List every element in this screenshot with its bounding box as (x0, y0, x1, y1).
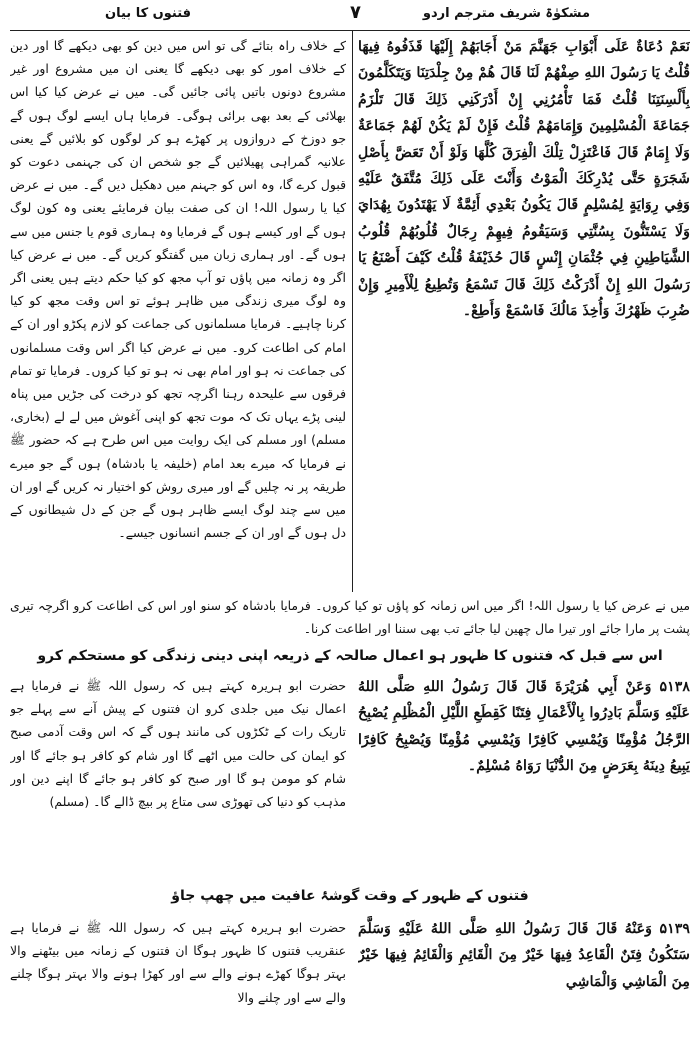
column-divider (352, 30, 353, 592)
section2-urdu-translation (10, 674, 346, 874)
section1-urdu-text: کے خلاف راہ بتائے گی تو اس میں دین کو بھی دیکھے گا اور دین کے خلاف امور کو بھی دیکھے گا یعنی ان میں مشروع اور غیر مشروع دونوں باتیں پائی جائیں گی۔ میں نے عرض کیا کیا اس بھلائی کے بعد بھی برائی ہوگی۔ فرمایا ہاں ایسے لوگ ہوں گے جو دوزخ کے دروازوں پر کھڑے ہو کر لوگوں کو بلائیں گے یعنی علانیہ گمراہی پھیلائیں گے جو شخص ان کی جہنمی دعوت کو قبول کرے گا، وہ اس کو جہنم میں دھکیل دیں گے۔ میں نے عرض کیا یا رسول اللہ! ان کی صفت بیان فرمایئے یعنی وہ کون لوگ ہوں گے اور کیسے ہوں گے فرمایا وہ ہماری قوم یا جنس میں سے ہوں گے۔ اور ہماری زبان میں گفتگو کریں گے۔ میں نے عرض کیا اگر وہ زمانہ میں پاؤں تو آپ مجھ کو کیا حکم دیتے ہیں یعنی اگر وہ لوگ میری زندگی میں ظاہر ہوئے تو اس وقت مجھ کو کیا کرنا چاہیے۔ فرمایا مسلمانوں کی جماعت کو لازم پکڑو اور ان کے امام کی اطاعت کرو۔ میں نے عرض کیا اگر اس وقت مسلمانوں کی جماعت نہ ہو اور امام بھی نہ ہو تو کیا کروں۔ فرمایا تو تمام فرقوں سے علیحدہ رہنا اگرچہ تجھ کو درخت کی جڑیں میں پناہ لینی پڑے یہاں تک کہ موت تجھ کو اپنی آغوش میں لے لے (بخاری، مسلم) اور مسلم کی ایک روایت میں اس طرح ہے کہ حضور ﷺ نے فرمایا کہ میرے بعد امام (خلیفہ یا بادشاہ) ہوں گے جو میرے طریقہ پر نہ چلیں گے اور میری روش کو اختیار نہ کریں گے اور ان میں سے چند لوگ ایسے ظاہر ہوں گے جن کے دل شیطانوں کے دل ہوں گے اور ان کے جسم انسانوں جیسے۔ (10, 38, 346, 541)
page-header (10, 4, 690, 28)
section1-full-text: میں نے عرض کیا یا رسول اللہ! اگر میں اس زمانہ کو پاؤں تو کیا کروں۔ فرمایا بادشاہ کو سنو اور اس کی اطاعت کرو اگرچہ تیری پشت پر مارا جائے اور تیرا مال چھین لیا جائے تب بھی سننا اور اطاعت کرنا۔ (10, 598, 690, 636)
section1-arabic-hadith (358, 34, 690, 590)
heading-seclusion: فتنوں کے ظہور کے وقت گوشۂ عافیت میں چھپ جاؤ (171, 888, 529, 904)
hadith-number: ۵۱۳۹ (659, 921, 690, 937)
chapter-title: فتنوں کا بیان (105, 6, 192, 21)
header-rule (10, 30, 690, 31)
section3-urdu-text: حضرت ابو ہریرہ کہتے ہیں کہ رسول اللہ ﷺ نے فرمایا ہے عنقریب فتنوں کا ظہور ہوگا ان فتنوں کے زمانہ میں بیٹھنے والا بہتر ہوگا کھڑے ہونے والے سے اور کھڑا ہونے والا بہتر ہوگا چلنے والے سے اور چلنے والا (10, 920, 346, 1005)
section1-arabic-text: نَعَمْ دُعَاةٌ عَلَى أَبْوَابِ جَهَنَّمَ مَنْ أَجَابَهُمْ إِلَيْهَا قَذَفُوهُ فِيهَا قُلْتُ يَا رَسُولَ اللهِ صِفْهُمْ لَنَا قَالَ هُمْ مِنْ جِلْدَتِنَا وَيَتَكَلَّمُونَ بِأَلْسِنَتِنَا قُلْتُ فَمَا تَأْمُرُنِي إِنْ أَدْرَكَنِي ذَلِكَ قَالَ تَلْزَمُ جَمَاعَةَ الْمُسْلِمِينَ وَإِمَامَهُمْ قُلْتُ فَإِنْ لَمْ يَكُنْ لَهُمْ جَمَاعَةٌ وَلَا إِمَامٌ قَالَ فَاعْتَزِلْ تِلْكَ الْفِرَقَ كُلَّهَا وَلَوْ أَنْ تَعَضَّ بِأَصْلِ شَجَرَةٍ حَتَّى يُدْرِكَكَ الْمَوْتُ وَأَنْتَ عَلَى ذَلِكَ مُتَّفَقٌ عَلَيْهِ وَفِي رِوَايَةٍ لِمُسْلِمٍ قَالَ يَكُونُ بَعْدِي أَئِمَّةٌ لَا يَهْتَدُونَ بِهُدَايَ وَلَا يَسْتَنُّونَ بِسُنَّتِي وَسَيَقُومُ فِيهِمْ رِجَالٌ قُلُوبُهُمْ قُلُوبُ الشَّيَاطِينِ فِي جُثْمَانِ إِنْسٍ قَالَ حُذَيْفَةُ قُلْتُ كَيْفَ أَصْنَعُ يَا رَسُولَ اللهِ إِنْ أَدْرَكْتُ ذَلِكَ قَالَ تَسْمَعُ وَتُطِيعُ لِلْأَمِيرِ وَإِنْ ضُرِبَ ظَهْرُكَ وَأُخِذَ مَالُكَ فَاسْمَعْ وَأَطِعْ۔ (358, 39, 690, 320)
section3-urdu-translation (10, 916, 346, 1034)
section1-full-width-translation (10, 594, 690, 642)
section1-urdu-translation (10, 34, 346, 590)
section3-arabic-hadith (358, 916, 690, 1034)
hadith-number: ۵۱۳۸ (659, 679, 690, 695)
section2-arabic-text: وَعَنْ أَبِي هُرَيْرَةَ قَالَ قَالَ رَسُولُ اللهِ صَلَّى اللهُ عَلَيْهِ وَسَلَّمَ بَادِرُوا بِالْأَعْمَالِ فِتَنًا كَقِطَعِ اللَّيْلِ الْمُظْلِمِ يُصْبِحُ الرَّجُلُ مُؤْمِنًا وَيُمْسِي كَافِرًا وَيُمْسِي مُؤْمِنًا وَيُصْبِحُ كَافِرًا يَبِيعُ دِينَهُ بِعَرَضٍ مِنَ الدُّنْيَا رَوَاهُ مُسْلِمٌ۔ (358, 679, 690, 775)
book-title: مشکوٰۃ شریف مترجم اردو (422, 6, 590, 21)
heading-good-deeds: اس سے قبل کہ فتنوں کا ظہور ہو اعمال صالحہ کے ذریعہ اپنی دینی زندگی کو مستحکم کرو (37, 648, 663, 664)
section2-urdu-text: حضرت ابو ہریرہ کہتے ہیں کہ رسول اللہ ﷺ نے فرمایا ہے اعمال نیک میں جلدی کرو ان فتنوں کے پیش آنے سے پہلے جو تاریک رات کے ٹکڑوں کی مانند ہوں گے کہ اس وقت آدمی صبح کو ایمان کی حالت میں اٹھے گا اور شام کو کافر ہو جائے گا اور شام کو مومن ہو گا اور صبح کو کافر ہو جائے گا اپنے دین اور مذہب کو دنیا کی تھوڑی سی متاع پر بیچ ڈالے گا۔ (مسلم) (10, 678, 346, 810)
page-number: ۷ (350, 2, 361, 23)
section2-arabic-hadith (358, 674, 690, 874)
section3-arabic-text: وَعَنْهُ قَالَ قَالَ رَسُولُ اللهِ صَلَّى اللهُ عَلَيْهِ وَسَلَّمَ سَتَكُونُ فِتَنٌ الْقَاعِدُ فِيهَا خَيْرٌ مِنَ الْقَائِمِ وَالْقَائِمُ فِيهَا خَيْرٌ مِنَ الْمَاشِي وَالْمَاشِي (358, 921, 690, 990)
